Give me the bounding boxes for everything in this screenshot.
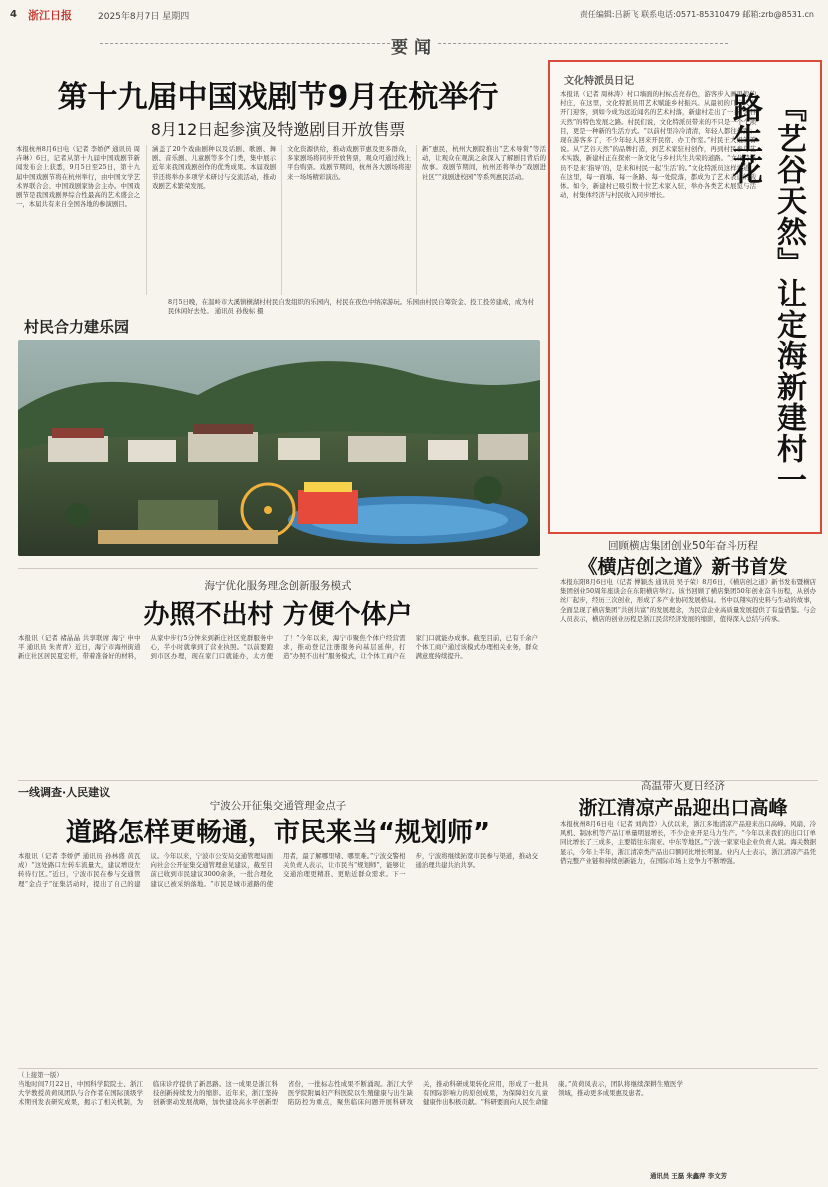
editor-contacts: 责任编辑:吕新飞 联系电话:0571-85310479 邮箱:zrb@8531.cn	[579, 10, 814, 19]
book-headline: 《横店创之道》新书首发	[578, 556, 788, 578]
section-divider-right	[438, 43, 728, 44]
divider-haining	[18, 568, 538, 569]
lead-subhead: 8月12日起参演及特邀剧目开放售票	[150, 120, 406, 139]
cooling-text: 本报杭州8月6日电（记者 刘尚旨）入伏以来，浙江多地清凉产品迎来出口高峰。风扇、冷风机、制冰机等产品订单量明显增长，不少企业开足马力生产。“今年以来我们的出口订单同比增长了三成多，主要销往东南亚、中东等地区。”宁波一家家电企业负责人说。海关数据显示，今年上半年，浙江清凉类产品出口额同比增长明显。业内人士表示，浙江清凉产品凭借完整产业链和持续创新能力，在国际市场上竞争力不断增强。	[560, 820, 816, 865]
section-title: 要闻	[391, 38, 437, 58]
photo-label: 村民合力建乐园	[24, 318, 130, 336]
survey-tag: 一线调查·人民建议	[18, 786, 111, 799]
village-park-photo	[18, 340, 540, 556]
lead-headline: 第十九届中国戏剧节9月在杭举行	[57, 80, 499, 115]
lead-column-3: 文化资源供给，推动戏剧节惠及更多群众，多家剧场将同步开放售票，观众可通过线上平台购票。戏剧节期间，杭州各大剧场将迎来一场场精彩演出。	[281, 145, 411, 295]
page-number: 4	[10, 9, 17, 20]
bottom-tag: （上接第一版）	[18, 1071, 63, 1079]
divider-bottom	[18, 1068, 818, 1069]
section-divider-left	[100, 43, 390, 44]
diary-tag: 文化特派员日记	[564, 76, 634, 87]
survey-text: 本报讯（记者 李娇俨 通讯员 孙林盛 黄瓦成）“这处路口左转车流量大，建议增设左转待行区。”近日，宁波市民在参与交通管理“金点子”征集活动时，提出了自己的建议。今年以来，宁波市公安局交通管理局面向社会公开征集交通管理意见建议，截至目前已收到市民建议3000余条，一批合理化建议已被采纳落地。“市民是城市道路的使用者，最了解哪里堵、哪里难。”宁波交警相关负责人表示，让市民当“规划师”，能够让交通治理更精准、更贴近群众需求。下一步，宁波将继续拓宽市民参与渠道，推动交通治理共建共治共享。	[18, 852, 538, 888]
section-header	[0, 30, 828, 58]
bottom-text: 当地时间7月22日，中国科学院院士、浙江大学教授黄荷凤团队与合作者在国际顶级学术期刊发表研究成果，揭示了相关机制，为临床诊疗提供了新思路。这一成果是浙江科技创新持续发力的缩影。近年来，浙江坚持创新驱动发展战略，加快建设高水平创新型省份，一批标志性成果不断涌现。浙江大学医学院附属妇产科医院以生殖健康与出生缺陷防控为重点，聚焦临床问题开展科研攻关，推动科研成果转化应用，形成了一批具有国际影响力的原创成果，为保障妇女儿童健康作出积极贡献。“科研要面向人民生命健康。”黄荷凤表示，团队将继续深耕生殖医学领域，推动更多成果惠及患者。	[18, 1080, 683, 1107]
village-park-photo-svg	[18, 340, 540, 556]
haining-text: 本报讯（记者 褚晶晶 共享联席 海宁 申中平 通讯员 朱青青）近日，海宁市海州街道新庄社区居民夏宏杆，带着准备好的材料，从家中步行5分钟来到新庄社区党群服务中心，半小时就拿到了营业执照。“以前要跑到市区办理，现在家门口就能办，太方便了！”今年以来，海宁市聚焦个体户经营需求，推动登记注册服务向基层延伸，打造“办照不出村”服务模式，让个体工商户在家门口就能办成事。截至目前，已有千余户个体工商户通过该模式办理相关业务，群众满意度持续提升。	[18, 634, 538, 661]
book-kicker: 回顾横店集团创业50年奋斗历程	[608, 540, 758, 552]
diary-text: 本报讯（记者 周林涛）村口墙面的村标点亮春色，游客步入画里般的村庄，在这里，文化特派员用艺术赋能乡村振兴。从最初的几户人家开门迎客，到如今成为远近闻名的艺术村落，新建村走出了一条“艺谷天然”的特色发展之路。村民们说，文化特派员带来的不只是一个个项目，更是一种新的生活方式。“以前村里冷冷清清，年轻人都往外跑；现在游客多了，不少年轻人回来开民宿、办工作室。”村民王大姐笑着说。从“艺谷天然”的品牌打造，到艺术家驻村创作，再到村民参与艺术实践，新建村正在探索一条文化与乡村共生共荣的道路。“文化特派员不是来‘指导’的，是来和村民一起‘生活’的。”文化特派员这样说道。在这里，每一面墙、每一条路、每一处院落，都成为了艺术表达的载体。如今，新建村已吸引数十位艺术家入驻，举办各类艺术展览与活动，村集体经济与村民收入同步增长。	[560, 90, 756, 200]
bottom-credit: 通讯员 王磊 朱鑫萍 李文芳	[650, 1172, 727, 1180]
photo-caption: 8月5日晚，在温岭市大溪镇横湖村村民自发组织的乐园内，村民在夜色中纳凉游玩。乐园由村民自筹资金、投工投劳建成，成为村民休闲好去处。 通讯员 孙俊标 摄	[168, 298, 535, 315]
haining-headline: 办照不出村 方便个体户	[143, 600, 413, 630]
cooling-headline: 浙江清凉产品迎出口高峰	[578, 797, 788, 819]
haining-kicker: 海宁优化服务理念创新服务模式	[204, 580, 352, 592]
page-header	[0, 0, 828, 30]
diary-box	[548, 60, 822, 534]
survey-kicker: 宁波公开征集交通管理金点子	[209, 800, 347, 812]
lead-column-1: 本报杭州8月6日电（记者 李娇俨 通讯员 周卉琳）6日，记者从第十九届中国戏剧节新闻发布会上获悉，9月5日至25日，第十九届中国戏剧节将在杭州举行，由中国文学艺术界联合会、中国戏剧家协会主办。中国戏剧节是我国戏剧界综合性最高的艺术盛会之一，本届共有来自全国各地的参演剧目。	[16, 145, 140, 209]
diary-vertical-title: 『艺谷天然』让定海新建村一路生花	[727, 92, 806, 495]
paper-logo: 浙江日报	[28, 9, 72, 22]
cooling-kicker: 高温带火夏日经济	[641, 780, 725, 792]
issue-date: 2025年8月7日 星期四	[98, 12, 190, 22]
book-text: 本报东阳8月6日电（记者 傅颖杰 通讯员 吴子荣）8月6日，《横店创之道》新书发布暨横店集团创业50周年座谈会在东阳横店举行。该书回顾了横店集团50年创业奋斗历程，从创办丝厂起步，经历三次创业，形成了多产业协同发展格局。书中以翔实的史料与生动的故事，全面呈现了横店集团“共创共富”的发展理念，为民营企业高质量发展提供了有益借鉴。与会人员表示，横店的创业历程是浙江民营经济发展的缩影，值得深入总结与传承。	[560, 578, 816, 623]
survey-headline: 道路怎样更畅通，市民来当“规划师”	[65, 818, 491, 848]
lead-column-2: 涵盖了20个戏曲剧种以及话剧、歌剧、舞剧、音乐剧、儿童剧等多个门类，集中展示近年来我国戏剧创作的优秀成果。本届戏剧节还将举办多项学术研讨与交流活动，推动戏剧艺术繁荣发展。	[146, 145, 276, 295]
lead-column-4: 新”惠民，杭州大剧院推出“艺术导赏”等活动，让观众在观演之余深入了解剧目背后的故事。戏剧节期间，杭州还将举办“戏剧进社区”“戏剧进校园”等系列惠民活动。	[416, 145, 546, 295]
